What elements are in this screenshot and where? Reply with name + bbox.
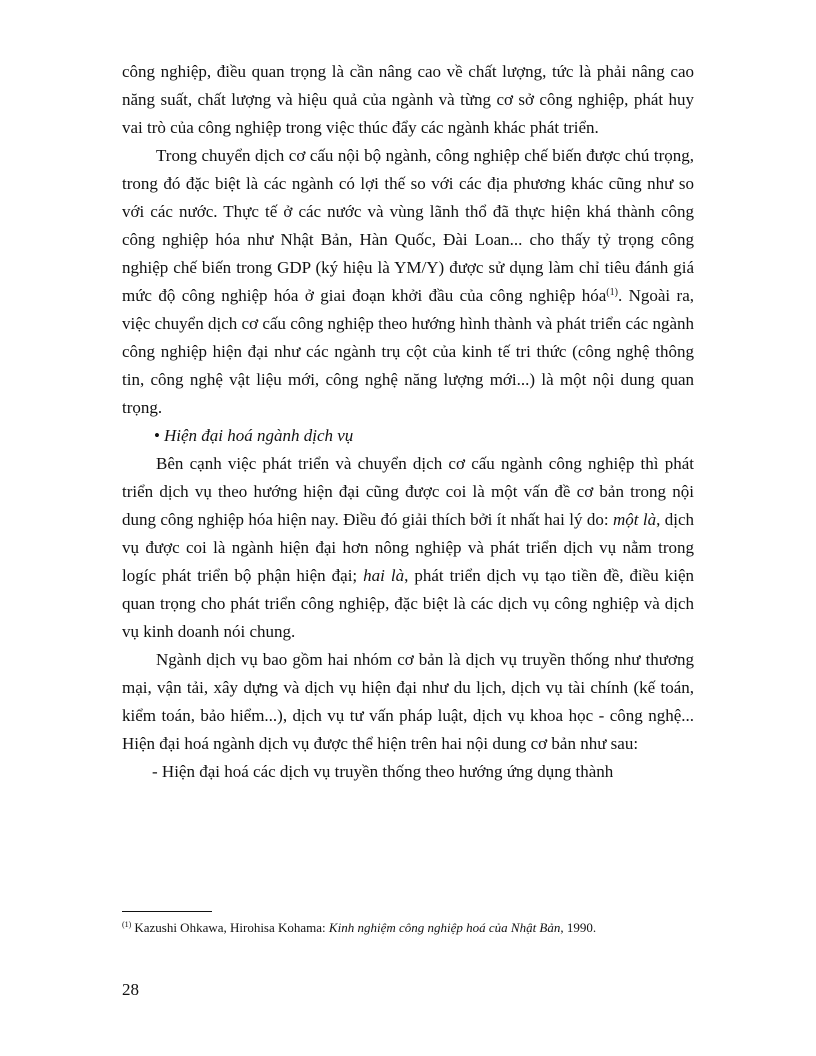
paragraph-2-text-b: . Ngoài ra, việc chuyển dịch cơ cấu công nghiệp theo hướng hình thành và phát triển các ngành công nghiệp hiện đại như các ngành trụ cột của kinh tế tri thức (công nghệ thông tin, công nghệ vật liệu mới, công nghệ năng lượng mới...) là một nội dung quan trọng. bbox=[122, 286, 694, 417]
paragraph-4: Ngành dịch vụ bao gồm hai nhóm cơ bản là dịch vụ truyền thống như thương mại, vận tải, xây dựng và dịch vụ hiện đại như du lịch, dịch vụ tài chính (kế toán, kiểm toán, bảo hiểm...), dịch vụ tư vấn pháp luật, dịch vụ khoa học - công nghệ... Hiện đại hoá ngành dịch vụ được thể hiện trên hai nội dung cơ bản như sau: bbox=[122, 650, 694, 753]
paragraph-3 bbox=[122, 450, 694, 646]
paragraph-2-text-a: Trong chuyển dịch cơ cấu nội bộ ngành, công nghiệp chế biến được chú trọng, trong đó đặc biệt là các ngành có lợi thế so với các địa phương khác cũng như so với các nước. Thực tế ở các nước và vùng lãnh thổ đã thực hiện khá thành công công nghiệp hóa như Nhật Bản, Hàn Quốc, Đài Loan... cho thấy tỷ trọng công nghiệp chế biến trong GDP (ký hiệu là YM/Y) được sử dụng làm chỉ tiêu đánh giá mức độ công nghiệp hóa ở giai đoạn khởi đầu của công nghiệp hóa bbox=[122, 146, 694, 305]
section-heading-text: Hiện đại hoá ngành dịch vụ bbox=[163, 426, 354, 445]
footnote-year: , 1990. bbox=[560, 920, 597, 935]
emphasis-hai-la: hai là bbox=[363, 566, 405, 585]
footnote bbox=[122, 918, 694, 938]
footnote-authors: Kazushi Ohkawa, Hirohisa Kohama: bbox=[134, 920, 329, 935]
footnote-reference: (1) bbox=[606, 287, 618, 298]
paragraph-1: công nghiệp, điều quan trọng là cần nâng cao về chất lượng, tức là phải nâng cao năng suất, chất lượng và hiệu quả của ngành và từng cơ sở công nghiệp, phát huy vai trò của công nghiệp trong việc thúc đẩy các ngành khác phát triển. bbox=[122, 62, 694, 137]
page-number: 28 bbox=[122, 980, 139, 999]
bullet-icon: • bbox=[154, 426, 160, 445]
footnote-marker: (1) bbox=[122, 920, 132, 929]
paragraph-5: - Hiện đại hoá các dịch vụ truyền thống theo hướng ứng dụng thành bbox=[152, 762, 614, 781]
footnote-divider bbox=[122, 911, 212, 912]
body-text bbox=[122, 58, 694, 786]
paragraph-2 bbox=[122, 142, 694, 422]
paragraph-3-text-b: , dịch vụ được coi là ngành hiện đại hơn nông nghiệp và phát triển dịch vụ nằm trong logíc phát triển bộ phận hiện đại; bbox=[122, 510, 694, 585]
section-heading bbox=[122, 422, 694, 450]
paragraph-3-text-c: , phát triển dịch vụ tạo tiền đề, điều kiện quan trọng cho phát triển công nghiệp, đặc biệt là các dịch vụ công nghiệp và dịch vụ kinh doanh nói chung. bbox=[122, 566, 694, 641]
footnote-title: Kinh nghiệm công nghiệp hoá của Nhật Bản bbox=[328, 920, 561, 935]
paragraph-3-text-a: Bên cạnh việc phát triển và chuyển dịch cơ cấu ngành công nghiệp thì phát triển dịch vụ theo hướng hiện đại cũng được coi là một vấn đề cơ bản trong nội dung công nghiệp hóa hiện nay. Điều đó giải thích bởi ít nhất hai lý do: bbox=[122, 454, 694, 529]
emphasis-mot-la: một là bbox=[612, 510, 657, 529]
